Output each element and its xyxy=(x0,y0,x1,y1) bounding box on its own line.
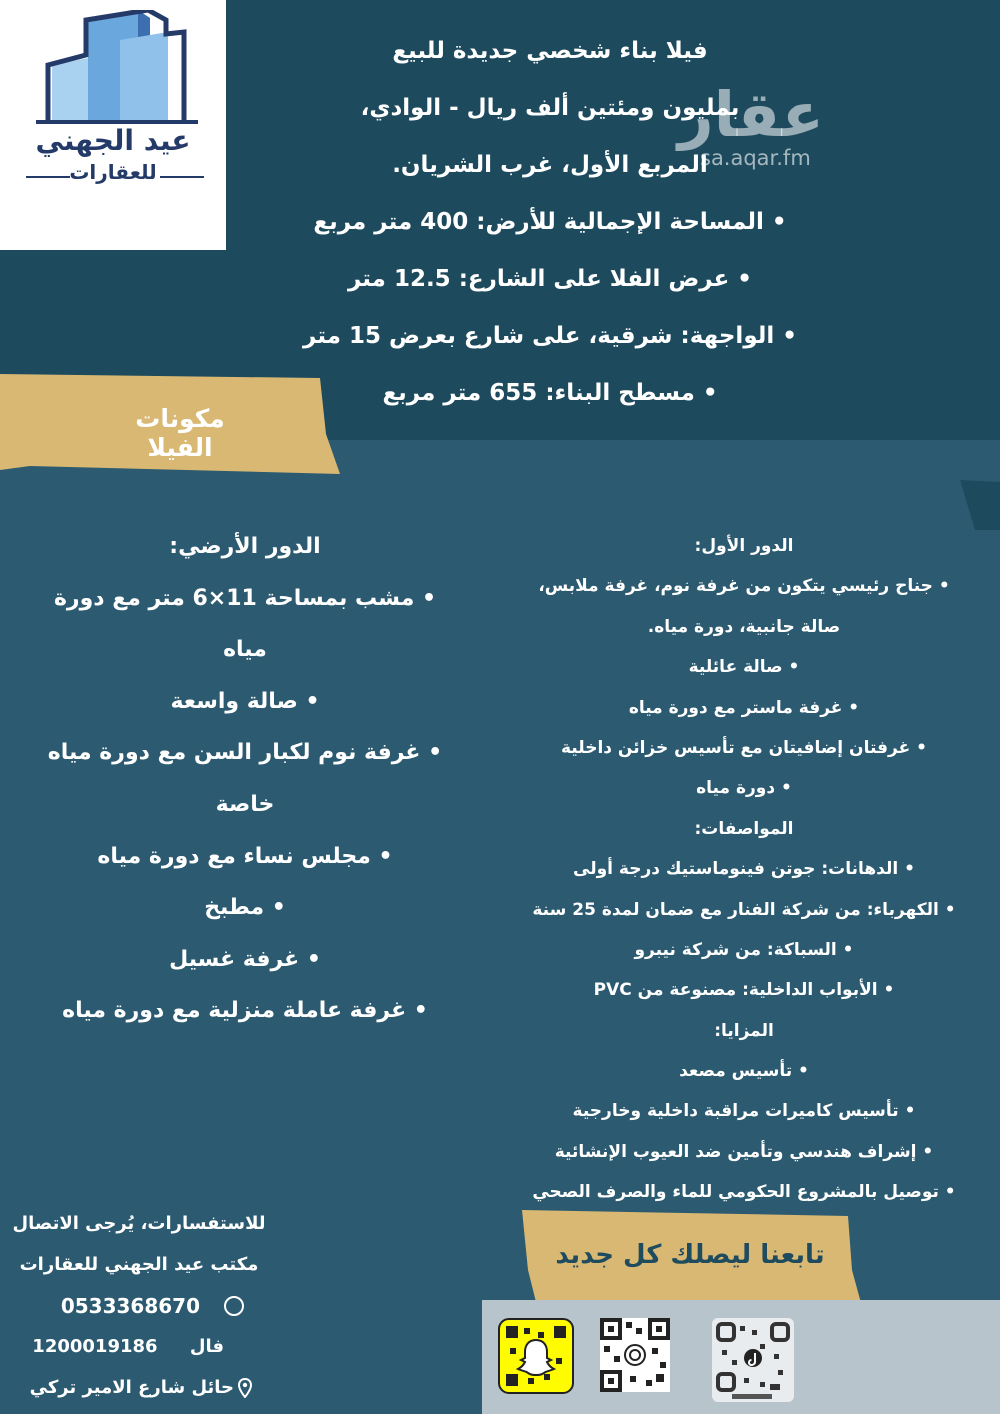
logo-divider-right xyxy=(160,176,204,178)
office-name: مكتب عيد الجهني للعقارات xyxy=(19,1254,259,1275)
phone-number[interactable]: 0533368670 xyxy=(60,1294,200,1318)
list-item: • غرفة عاملة منزلية مع دورة مياه xyxy=(62,998,428,1024)
watermark-brand: عقار xyxy=(678,78,824,151)
intro-line: • المساحة الإجمالية للأرض: 400 متر مربع xyxy=(313,209,787,235)
address-text: حائل شارع الامير تركي xyxy=(29,1377,234,1398)
ground-floor-section xyxy=(30,524,460,1040)
list-item: • مطبخ xyxy=(204,895,286,921)
license-row xyxy=(4,1329,274,1370)
intro-line: فيلا بناء شخصي جديدة للبيع xyxy=(392,38,708,64)
list-item: • مشب بمساحة 11×6 متر مع دورة xyxy=(53,585,437,611)
first-floor-section xyxy=(520,528,968,1215)
list-item: مياه xyxy=(223,637,267,663)
list-item: • الأبواب الداخلية: مصنوعة من PVC xyxy=(593,980,895,1001)
banner-label: مكونات الفيلا xyxy=(135,404,225,462)
list-item: • إشراف هندسي وتأمين ضد العيوب الإنشائية xyxy=(554,1141,934,1162)
follow-label: تابعنا ليصلك كل جديد xyxy=(555,1240,825,1270)
tiktok-qr-icon[interactable] xyxy=(712,1318,794,1402)
list-item: • تأسيس مصعد xyxy=(679,1061,809,1082)
snapchat-qr-icon[interactable] xyxy=(498,1318,574,1394)
list-item: • الدهانات: جوتن فينوماستيك درجة أولى xyxy=(573,859,915,880)
list-item: • غرفة غسيل xyxy=(169,946,321,972)
list-item: • غرفة ماستر مع دورة مياه xyxy=(628,697,860,718)
intro-line: • عرض الفلا على الشارع: 12.5 متر xyxy=(347,266,753,292)
company-logo xyxy=(0,0,226,250)
whatsapp-qr-icon[interactable] xyxy=(600,1318,670,1392)
list-item: صالة جانبية، دورة مياه. xyxy=(647,616,841,637)
watermark-url: sa.aqar.fm xyxy=(700,146,811,170)
location-pin-icon xyxy=(238,1378,252,1398)
logo-name: عيد الجهني xyxy=(35,124,191,157)
list-item: • مجلس نساء مع دورة مياه xyxy=(97,843,393,869)
intro-line: • مسطح البناء: 655 متر مربع xyxy=(382,380,718,406)
property-intro xyxy=(240,28,860,427)
list-item: الدور الأول: xyxy=(694,536,794,556)
list-item: المواصفات: xyxy=(694,818,794,839)
list-item: • جناح رئيسي يتكون من غرفة نوم، غرفة ملابس، xyxy=(538,576,950,597)
fal-number: 1200019186 xyxy=(32,1336,158,1357)
list-item: • السباكة: من شركة نيبرو xyxy=(634,939,854,960)
inquiry-text: للاستفسارات، يُرجى الاتصال xyxy=(12,1213,266,1234)
list-item: • الكهرباء: من شركة الفنار مع ضمان لمدة 25 سنة xyxy=(532,899,956,920)
intro-line: المربع الأول، غرب الشريان. xyxy=(392,152,708,178)
list-item: • غرفتان إضافيتان مع تأسيس خزائن داخلية xyxy=(561,737,927,758)
list-item: الدور الأرضي: xyxy=(169,534,321,559)
phone-row xyxy=(4,1288,274,1329)
fal-label: فال xyxy=(189,1336,224,1357)
contact-info xyxy=(4,1206,274,1411)
intro-line: بمليون ومئتين ألف ريال - الوادي، xyxy=(360,95,740,121)
list-item: • صالة عائلية xyxy=(688,657,800,678)
list-item: • تأسيس كاميرات مراقبة داخلية وخارجية xyxy=(572,1101,916,1122)
list-item: • غرفة نوم لكبار السن مع دورة مياه xyxy=(47,740,443,766)
intro-line: • الواجهة: شرقية، على شارع بعرض 15 متر xyxy=(303,323,797,349)
list-item: المزايا: xyxy=(714,1020,774,1041)
list-item: خاصة xyxy=(215,791,275,817)
phone-icon xyxy=(224,1296,244,1316)
list-item: • توصيل بالمشروع الحكومي للماء والصرف الصحي xyxy=(532,1182,956,1203)
address-row xyxy=(4,1370,274,1411)
buildings-logo-icon xyxy=(28,10,198,125)
logo-subtitle: للعقارات xyxy=(69,160,157,184)
list-item: • صالة واسعة xyxy=(170,688,320,714)
list-item: • دورة مياه xyxy=(696,778,792,799)
